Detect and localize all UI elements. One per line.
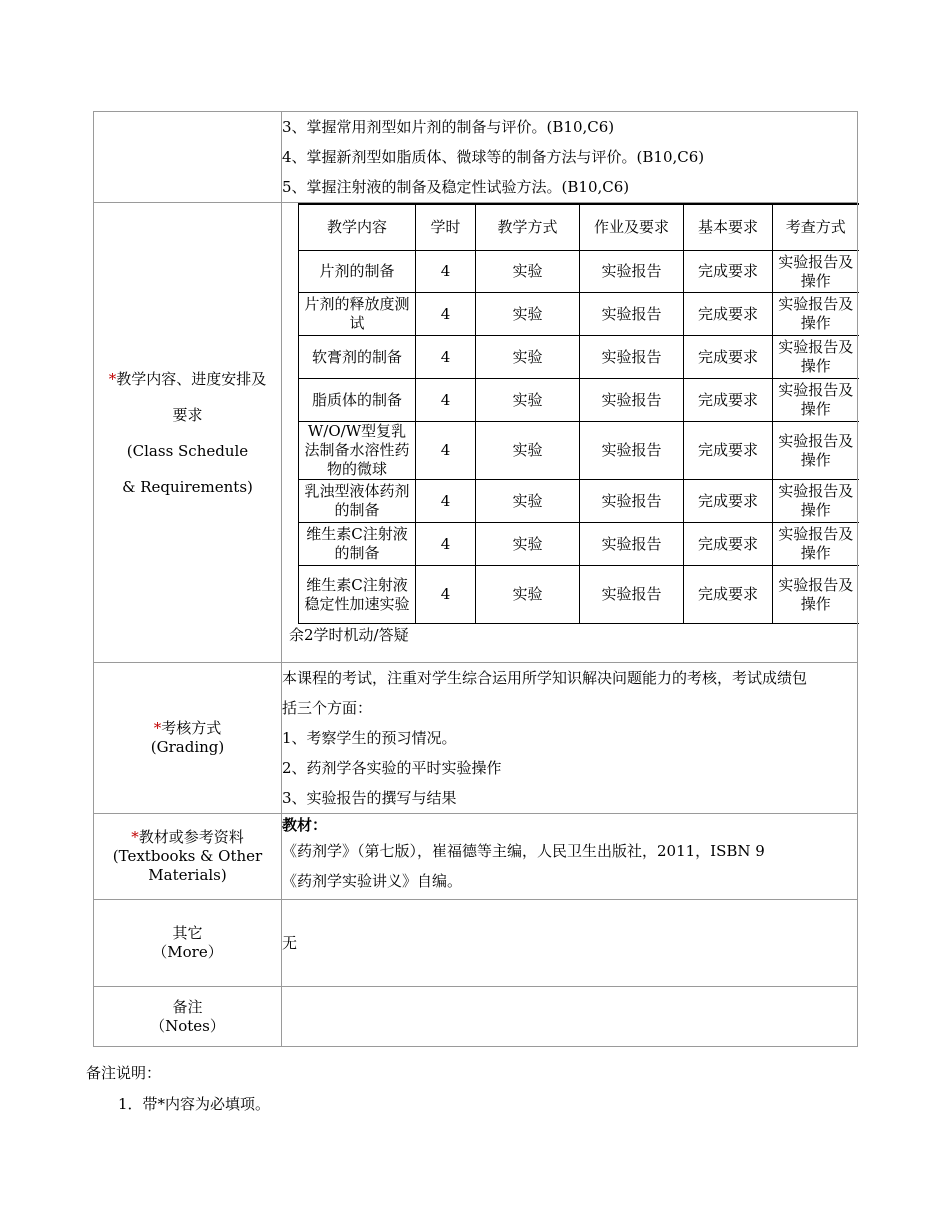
schedule-row-6 bbox=[299, 480, 859, 523]
schedule-extra-note: 余2学时机动/答疑 bbox=[289, 626, 409, 644]
objective-5: 5、掌握注射液的制备及稳定性试验方法。(B10,C6) bbox=[282, 178, 630, 196]
row-basic-requirement: 完成要求 bbox=[684, 523, 773, 566]
row-basic-requirement: 完成要求 bbox=[684, 379, 773, 422]
grading-line-3: 1、考察学生的预习情况。 bbox=[282, 729, 457, 747]
row-content: 维生素C注射液稳定性加速实验 bbox=[299, 566, 416, 624]
row-assessment: 实验报告及操作 bbox=[773, 566, 859, 624]
row-basic-requirement: 完成要求 bbox=[684, 422, 773, 480]
schedule-content bbox=[282, 203, 858, 663]
header-assessment: 考查方式 bbox=[773, 204, 859, 251]
schedule-row-2 bbox=[299, 293, 859, 336]
schedule-label-line-1: 教学内容、进度安排及 bbox=[116, 369, 267, 388]
header-hours: 学时 bbox=[416, 204, 476, 251]
row-homework: 实验报告 bbox=[580, 566, 684, 624]
row-homework: 实验报告 bbox=[580, 251, 684, 293]
row-content: W/O/W型复乳法制备水溶性药物的微球 bbox=[299, 422, 416, 480]
notes-label-line-1: 备注 bbox=[172, 997, 203, 1016]
row-method: 实验 bbox=[476, 251, 580, 293]
textbooks-label bbox=[94, 814, 282, 900]
required-mark: * bbox=[131, 828, 139, 846]
required-mark: * bbox=[153, 719, 162, 737]
header-method: 教学方式 bbox=[476, 204, 580, 251]
objectives-row bbox=[94, 112, 858, 203]
required-mark: * bbox=[108, 369, 117, 388]
textbooks-content bbox=[282, 814, 858, 900]
textbooks-label-line-1: 教材或参考资料 bbox=[138, 828, 244, 846]
header-content: 教学内容 bbox=[299, 204, 416, 251]
more-content bbox=[282, 900, 858, 987]
row-hours: 4 bbox=[416, 422, 476, 480]
row-assessment: 实验报告及操作 bbox=[773, 293, 859, 336]
row-assessment: 实验报告及操作 bbox=[773, 523, 859, 566]
grading-row bbox=[94, 663, 858, 814]
row-homework: 实验报告 bbox=[580, 480, 684, 523]
textbook-line-2: 《药剂学实验讲义》自编。 bbox=[282, 872, 463, 890]
row-basic-requirement: 完成要求 bbox=[684, 336, 773, 379]
row-hours: 4 bbox=[416, 566, 476, 624]
schedule-row-3 bbox=[299, 336, 859, 379]
row-basic-requirement: 完成要求 bbox=[684, 480, 773, 523]
row-method: 实验 bbox=[476, 566, 580, 624]
objectives-label-cell bbox=[94, 112, 282, 203]
textbooks-row bbox=[94, 814, 858, 900]
row-basic-requirement: 完成要求 bbox=[684, 251, 773, 293]
row-method: 实验 bbox=[476, 336, 580, 379]
grading-label-line-1: 考核方式 bbox=[161, 719, 222, 737]
row-method: 实验 bbox=[476, 293, 580, 336]
schedule-row-5 bbox=[299, 422, 859, 480]
row-content: 乳浊型液体药剂的制备 bbox=[299, 480, 416, 523]
row-assessment: 实验报告及操作 bbox=[773, 422, 859, 480]
row-basic-requirement: 完成要求 bbox=[684, 293, 773, 336]
grading-label bbox=[94, 663, 282, 814]
row-content: 片剂的制备 bbox=[299, 251, 416, 293]
schedule-label-line-4: & Requirements) bbox=[122, 477, 253, 496]
row-content: 维生素C注射液的制备 bbox=[299, 523, 416, 566]
schedule-table bbox=[298, 203, 859, 624]
grading-label-line-2: (Grading) bbox=[150, 738, 225, 756]
objective-4: 4、掌握新剂型如脂质体、微球等的制备方法与评价。(B10,C6) bbox=[282, 148, 705, 166]
more-row bbox=[94, 900, 858, 987]
row-hours: 4 bbox=[416, 379, 476, 422]
row-hours: 4 bbox=[416, 293, 476, 336]
schedule-label bbox=[94, 203, 282, 663]
footer-notes-item: 1．带*内容为必填项。 bbox=[118, 1095, 271, 1113]
textbooks-label-line-3: Materials) bbox=[148, 866, 227, 884]
objective-3: 3、掌握常用剂型如片剂的制备与评价。(B10,C6) bbox=[282, 118, 615, 136]
schedule-row-4 bbox=[299, 379, 859, 422]
row-hours: 4 bbox=[416, 336, 476, 379]
notes-label bbox=[94, 987, 282, 1047]
row-method: 实验 bbox=[476, 523, 580, 566]
textbook-line-1: 《药剂学》（第七版），崔福德等主编，人民卫生出版社，2011，ISBN 9 bbox=[282, 842, 765, 860]
footer-notes-title: 备注说明： bbox=[86, 1064, 162, 1082]
schedule-row bbox=[94, 203, 858, 663]
grading-line-5: 3、实验报告的撰写与结果 bbox=[282, 789, 457, 807]
row-homework: 实验报告 bbox=[580, 336, 684, 379]
row-content: 软膏剂的制备 bbox=[299, 336, 416, 379]
grading-line-1: 本课程的考试，注重对学生综合运用所学知识解决问题能力的考核，考试成绩包 bbox=[282, 669, 808, 687]
notes-label-line-2: （Notes） bbox=[150, 1016, 225, 1035]
row-assessment: 实验报告及操作 bbox=[773, 480, 859, 523]
grading-content bbox=[282, 663, 858, 814]
notes-row bbox=[94, 987, 858, 1047]
more-label-line-2: （More） bbox=[152, 943, 223, 961]
row-hours: 4 bbox=[416, 523, 476, 566]
schedule-row-8 bbox=[299, 566, 859, 624]
row-assessment: 实验报告及操作 bbox=[773, 379, 859, 422]
schedule-row-1 bbox=[299, 251, 859, 293]
row-basic-requirement: 完成要求 bbox=[684, 566, 773, 624]
more-label bbox=[94, 900, 282, 987]
notes-content bbox=[282, 987, 858, 1047]
row-assessment: 实验报告及操作 bbox=[773, 251, 859, 293]
row-assessment: 实验报告及操作 bbox=[773, 336, 859, 379]
grading-line-4: 2、药剂学各实验的平时实验操作 bbox=[282, 759, 502, 777]
row-homework: 实验报告 bbox=[580, 293, 684, 336]
header-homework: 作业及要求 bbox=[580, 204, 684, 251]
header-basic-requirement: 基本要求 bbox=[684, 204, 773, 251]
more-label-line-1: 其它 bbox=[172, 924, 203, 942]
row-content: 脂质体的制备 bbox=[299, 379, 416, 422]
schedule-label-line-2: 要求 bbox=[172, 405, 203, 424]
schedule-row-7 bbox=[299, 523, 859, 566]
syllabus-table bbox=[93, 111, 858, 1047]
row-homework: 实验报告 bbox=[580, 422, 684, 480]
textbooks-heading: 教材： bbox=[282, 816, 328, 834]
schedule-label-line-3: (Class Schedule bbox=[126, 441, 249, 460]
more-value: 无 bbox=[282, 934, 298, 952]
row-homework: 实验报告 bbox=[580, 379, 684, 422]
row-homework: 实验报告 bbox=[580, 523, 684, 566]
schedule-header-row bbox=[299, 204, 859, 251]
row-hours: 4 bbox=[416, 480, 476, 523]
row-content: 片剂的释放度测试 bbox=[299, 293, 416, 336]
objectives-content bbox=[282, 112, 858, 203]
row-hours: 4 bbox=[416, 251, 476, 293]
row-method: 实验 bbox=[476, 480, 580, 523]
grading-line-2: 括三个方面： bbox=[282, 699, 373, 717]
row-method: 实验 bbox=[476, 422, 580, 480]
row-method: 实验 bbox=[476, 379, 580, 422]
textbooks-label-line-2: (Textbooks & Other bbox=[112, 847, 263, 865]
